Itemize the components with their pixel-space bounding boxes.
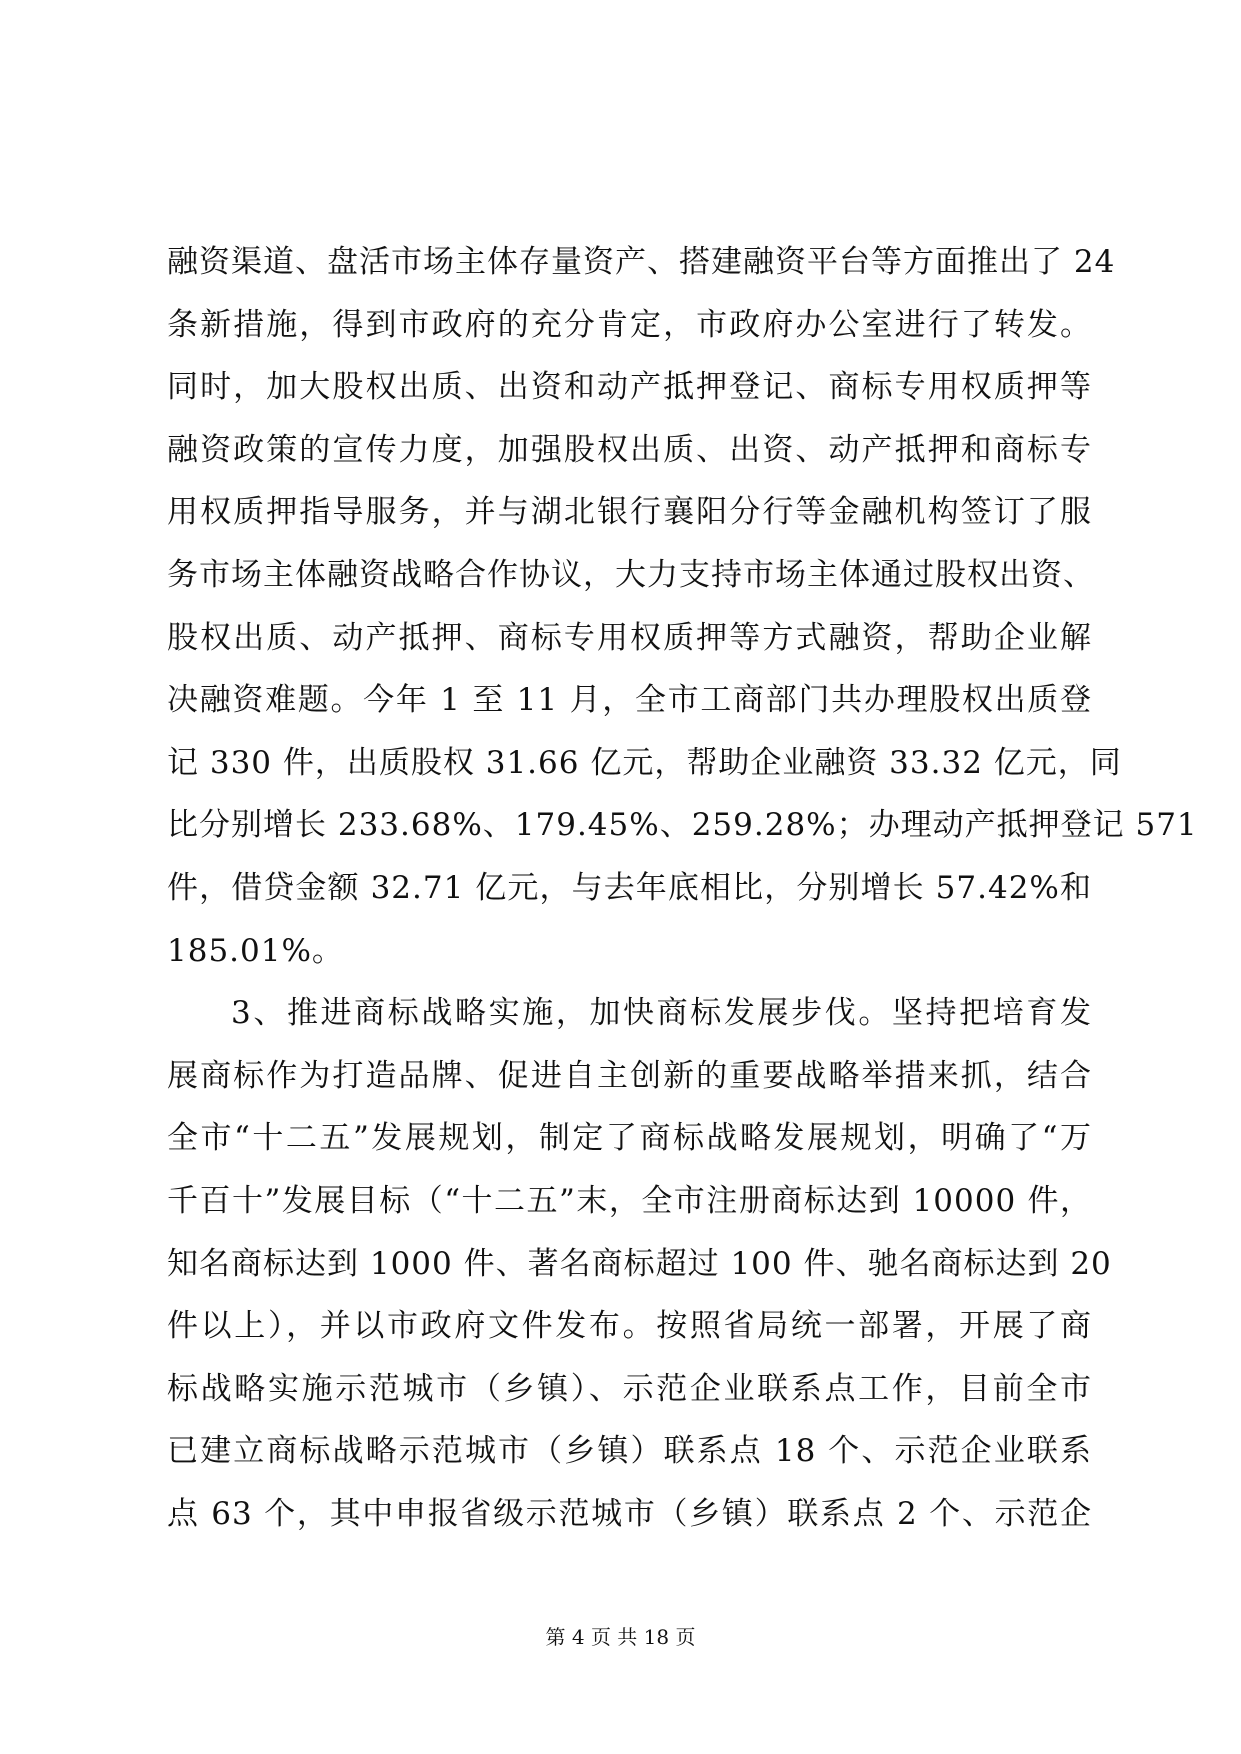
text-line: 件以上），并以市政府文件发布。按照省局统一部署，开展了商 (167, 1308, 1092, 1345)
paragraph (167, 231, 1198, 982)
text-line: 点 63 个，其中申报省级示范城市（乡镇）联系点 2 个、示范企 (167, 1495, 1092, 1532)
text-line: 标战略实施示范城市（乡镇）、示范企业联系点工作，目前全市 (167, 1370, 1092, 1407)
text-line: 融资政策的宣传力度，加强股权出质、出资、动产抵押和商标专 (167, 431, 1092, 468)
text-line: 全市“十二五”发展规划，制定了商标战略发展规划，明确了“万 (167, 1120, 1092, 1157)
page-number: 第 4 页 共 18 页 (545, 1625, 696, 1649)
text-line: 展商标作为打造品牌、促进自主创新的重要战略举措来抓，结合 (167, 1057, 1092, 1094)
paragraph (167, 982, 1112, 1545)
text-line: 千百十”发展目标（“十二五”末，全市注册商标达到 10000 件， (167, 1182, 1092, 1219)
text-line: 股权出质、动产抵押、商标专用权质押等方式融资，帮助企业解 (167, 619, 1092, 656)
text-line: 知名商标达到 1000 件、著名商标超过 100 件、驰名商标达到 20 (167, 1245, 1112, 1282)
text-line: 185.01%。 (167, 932, 344, 969)
text-line: 决融资难题。今年 1 至 11 月，全市工商部门共办理股权出质登 (167, 682, 1092, 719)
text-line: 已建立商标战略示范城市（乡镇）联系点 18 个、示范企业联系 (167, 1433, 1092, 1470)
page-footer (0, 1622, 1241, 1652)
text-line: 用权质押指导服务，并与湖北银行襄阳分行等金融机构签订了服 (167, 494, 1092, 531)
text-line: 比分别增长 233.68%、179.45%、259.28%；办理动产抵押登记 571 (167, 807, 1198, 844)
text-line: 记 330 件，出质股权 31.66 亿元，帮助企业融资 33.32 亿元，同 (167, 744, 1122, 781)
text-line: 3、推进商标战略实施，加快商标发展步伐。坚持把培育发 (231, 995, 1092, 1032)
text-line: 同时，加大股权出质、出资和动产抵押登记、商标专用权质押等 (167, 369, 1092, 406)
text-line: 融资渠道、盘活市场主体存量资产、搭建融资平台等方面推出了 24 (167, 244, 1116, 280)
text-line: 条新措施，得到市政府的充分肯定，市政府办公室进行了转发。 (167, 306, 1092, 343)
document-body (167, 231, 1198, 1545)
text-line: 件，借贷金额 32.71 亿元，与去年底相比，分别增长 57.42%和 (167, 869, 1092, 906)
text-line: 务市场主体融资战略合作协议，大力支持市场主体通过股权出资、 (167, 556, 1095, 593)
